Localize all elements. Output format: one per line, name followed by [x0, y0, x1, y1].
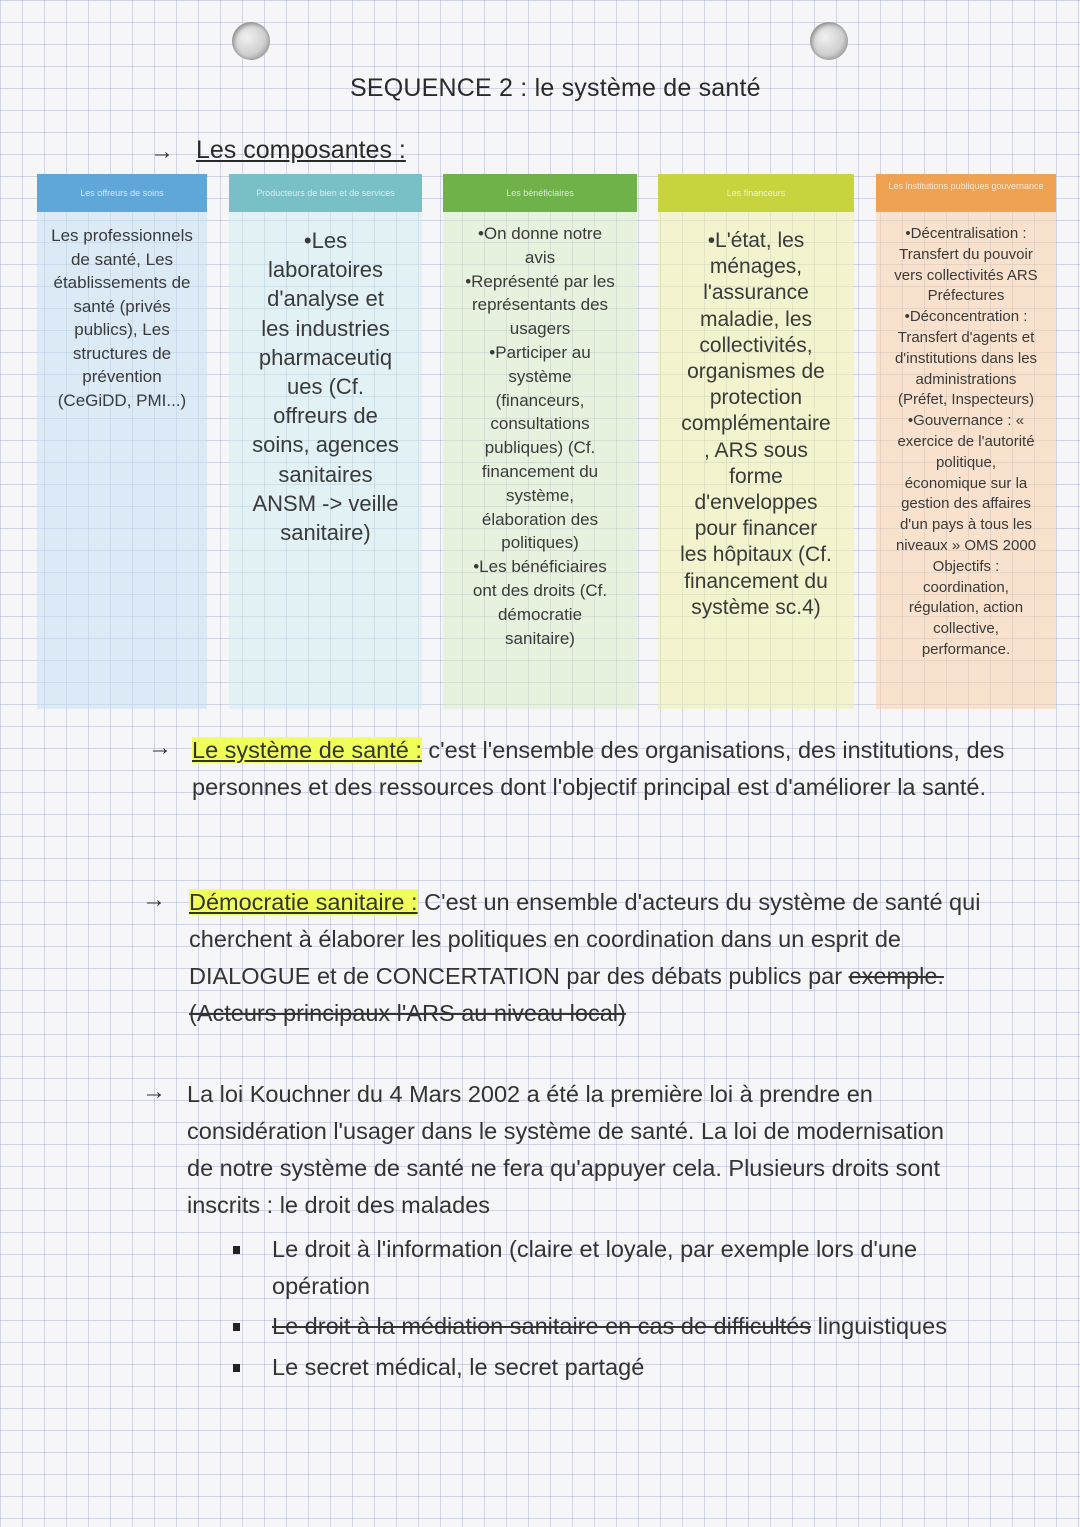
- struck-text: Le droit à la médiation sanitaire en cas de difficultés: [272, 1313, 812, 1339]
- definition-systeme: [192, 732, 1012, 806]
- column-text: •Décentralisation : Transfert du pouvoir vers collectivités ARS Préfectures •Déconcentration : Transfert d'agents et d'institutions dans les administrations (Préfet, Inspecteurs) •Gouvernance : « exercice de l'autorité politique, économique sur la gestion des affaires d'un pays à tous les niveaux » OMS 2000 Objectifs : coordination, régulation, action collective, performance.: [894, 225, 1038, 658]
- binder-hole-left: [232, 22, 270, 60]
- page-title: SEQUENCE 2 : le système de santé: [350, 74, 761, 102]
- column-text: •On donne notre avis •Représenté par les représentants des usagers •Participer au système (financeurs, consultations publiques) (Cf. financement du système, élaboration des politiques) •Les bénéficiaires ont des droits (Cf. démocratie sanitaire): [465, 224, 615, 648]
- column-header: Les offreurs de soins: [37, 174, 207, 212]
- column-body: [37, 212, 207, 709]
- column-text: •L'état, les ménages, l'assurance maladie, les collectivités, organismes de protection complémentaire , ARS sous forme d'enveloppes pour financer les hôpitaux (Cf. financement du système sc.4): [680, 229, 832, 619]
- list-item: [228, 1231, 988, 1304]
- column-financeurs: [658, 174, 854, 709]
- column-header: Les institutions publiques gouvernance: [876, 174, 1056, 212]
- rights-list: [228, 1231, 988, 1389]
- arrow-icon: →: [150, 138, 174, 165]
- right-text: linguistiques: [811, 1313, 947, 1339]
- column-producteurs: [229, 174, 422, 709]
- definition-democratie: [189, 884, 989, 1032]
- arrow-icon: →: [142, 1078, 166, 1105]
- binder-hole-right: [810, 22, 848, 60]
- kouchner-paragraph: La loi Kouchner du 4 Mars 2002 a été la première loi à prendre en considération l'usager dans le système de santé. La loi de modernisation de notre système de santé ne fera qu'appuyer cela. Plusieurs droits sont inscrits : le droit des malades: [187, 1081, 944, 1218]
- column-institutions: [876, 174, 1056, 709]
- bullet-icon: [233, 1323, 240, 1331]
- right-text: Le secret médical, le secret partagé: [272, 1353, 645, 1380]
- column-header: Les financeurs: [658, 174, 854, 212]
- composantes-heading: Les composantes :: [196, 136, 406, 164]
- bullet-icon: [233, 1246, 240, 1254]
- right-text: Le droit à l'information (claire et loyale, par exemple lors d'une opération: [272, 1236, 918, 1299]
- list-item: [228, 1308, 988, 1345]
- arrow-icon: →: [142, 886, 166, 913]
- column-header: Producteurs de bien et de services: [229, 174, 422, 212]
- bullet-icon: [233, 1364, 240, 1372]
- column-body: [229, 212, 422, 709]
- column-header: Les bénéficiaires: [443, 174, 637, 212]
- column-body: [658, 212, 854, 709]
- term-democratie: Démocratie sanitaire :: [189, 889, 418, 915]
- definition-text: c'est l'ensemble des organisations, des institutions, des personnes et des ressources dont l'objectif principal est d'améliorer la santé.: [192, 737, 1005, 800]
- column-text: Les professionnels de santé, Les établissements de santé (privés publics), Les structures de prévention (CeGiDD, PMI...): [51, 226, 193, 410]
- column-body: [443, 212, 637, 709]
- struck-text: exemple. (Acteurs principaux l'ARS au niveau local): [189, 963, 944, 1026]
- list-item: [228, 1349, 988, 1386]
- definition-text: C'est un ensemble d'acteurs du système de santé qui cherchent à élaborer les politiques en coordination dans un esprit de DIALOGUE et de CONCERTATION par des débats publics par: [189, 889, 981, 989]
- arrow-icon: →: [148, 734, 172, 761]
- column-body: [876, 212, 1056, 709]
- column-text: •Les laboratoires d'analyse et les industries pharmaceutiq ues (Cf. offreurs de soins, agences sanitaires ANSM -> veille sanitaire): [252, 228, 399, 546]
- column-offreurs: [37, 174, 207, 709]
- column-beneficiaires: [443, 174, 637, 709]
- term-systeme: Le système de santé :: [192, 737, 422, 763]
